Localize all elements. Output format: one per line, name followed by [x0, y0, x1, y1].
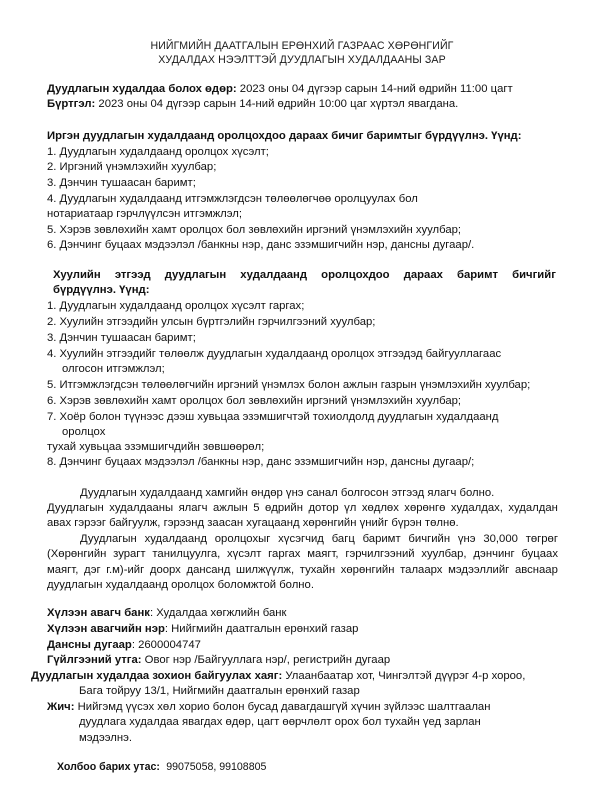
fee-paragraph-line-1: Дуудлагын худалдаанд оролцохыг хүсэгчид багц баримт бичгийн үнэ 30,000 төгрөг [80, 533, 558, 545]
citizen-item: 3. Дэнчин тушаасан баримт; [47, 177, 196, 189]
registration-value: 2023 оны 04 дүгээр сарын 14-ний өдрийн 10:00 цаг хүртэл явагдана. [95, 98, 459, 110]
legal-item-continuation: олгосон итгэмжлэл; [62, 363, 165, 375]
bank-row [47, 606, 286, 621]
note-label: Жич: [47, 701, 75, 713]
address-line-1: Улаанбаатар хот, Чингэлтэй дүүрэг 4-р хороо, [282, 670, 526, 682]
recipient-label: Хүлээн авагчийн нэр [47, 623, 165, 635]
account-value: : 2600004747 [131, 639, 201, 651]
document-title-line-1: НИЙГМИЙН ДААТГАЛЫН ЕРӨНХИЙ ГАЗРААС ХӨРӨНГИЙГ [150, 40, 454, 52]
fee-paragraph-line-4: дуудлагын худалдаанд оролцох боломжтой болно. [47, 579, 314, 591]
legal-item: 8. Дэнчинг буцаах мэдээлэл /банкны нэр, данс эзэмшигчийн нэр, дансны дугаар/; [47, 456, 475, 468]
citizen-item: 4. Дуудлагын худалдаанд итгэмжлэгдсэн төлөөлөгчөө оролцуулах бол [47, 193, 418, 205]
auction-date-row [47, 82, 513, 97]
citizen-item: 6. Дэнчинг буцаах мэдээлэл /банкны нэр, данс эзэмшигчийн нэр, дансны дугаар/. [47, 239, 475, 251]
legal-item: 2. Хуулийн этгээдийн улсын бүртгэлийн гэрчилгээний хуулбар; [47, 316, 376, 328]
bank-label: Хүлээн авагч банк [47, 607, 150, 619]
contact-row [57, 760, 266, 775]
legal-item: 4. Хуулийн этгээдийг төлөөлж дуудлагын худалдаанд оролцох этгээдэд байгууллагаас [47, 348, 502, 360]
auction-date-value: 2023 оны 04 дүгээр сарын 14-ний өдрийн 11:00 цагт [236, 83, 513, 95]
citizen-item: 2. Иргэний үнэмлэхийн хуулбар; [47, 161, 217, 173]
citizen-item-continuation: нотариатаар гэрчлүүлсэн итгэмжлэл; [47, 208, 242, 220]
recipient-row [47, 622, 358, 637]
contact-label: Холбоо барих утас: [57, 761, 160, 773]
legal-item: 1. Дуудлагын худалдаанд оролцох хүсэлт гаргах; [47, 300, 305, 312]
reference-value: Овог нэр /Байгууллага нэр/, регистрийн дугаар [141, 654, 391, 666]
note-row [47, 700, 490, 715]
bank-value: : Худалдаа хөгжлийн банк [149, 607, 287, 619]
registration-label: Бүртгэл: [47, 98, 96, 110]
legal-item-continuation: тухай хувьцаа эзэмшигчдийн зөвшөөрөл; [47, 441, 265, 453]
legal-item: 5. Итгэмжлэгдсэн төлөөлөгчийн иргэний үнэмлэх болон ажлын газрын үнэмлэхийн хуулбар; [47, 379, 531, 391]
account-row [47, 638, 201, 653]
fee-paragraph-line-2: (Хөрөнгийн зурагт танилцуулга, хүсэлт гаргах маягт, гэрчилгээний хуулбар, дэнчинг буцаах [47, 548, 558, 560]
contact-phones: 99075058, 99108805 [166, 761, 267, 773]
auction-date-label: Дуудлагын худалдаа болох өдөр: [47, 83, 237, 95]
fee-paragraph-line-3: маягт, дэг г.м)-ийг доорх дансанд шилжүүлж, тухайн хөрөнгийн талаарх мэдээллийг авснаар [47, 564, 558, 576]
winner-paragraph-line-2: Дуудлагын худалдааны ялагч ажлын 5 өдрийн дотор үл хөдлөх хөрөнгө худалдах, худалдан [47, 502, 558, 514]
recipient-value: : Нийгмийн даатгалын ерөнхий газар [164, 623, 359, 635]
legal-item: 3. Дэнчин тушаасан баримт; [47, 332, 196, 344]
legal-item: 6. Хэрэв зөвлөхийн хамт оролцох бол зөвлөхийн иргэний үнэмлэхийн хуулбар; [47, 395, 462, 407]
winner-paragraph-line-1: Дуудлагын худалдаанд хамгийн өндөр үнэ санал болгосон этгээд ялагч болно. [80, 487, 495, 499]
document-title-line-2: ХУДАЛДАХ НЭЭЛТТЭЙ ДУУДЛАГЫН ХУДАЛДААНЫ ЗАР [158, 54, 446, 66]
note-line-1: Нийгэмд үүсэх хөл хорио болон бусад давагдашгүй хүчин зүйлээс шалтгаалан [74, 701, 491, 713]
winner-paragraph-line-3: авах гэрээг байгуулж, гэрээнд заасан хугацаанд хөрөнгийн үнийг бүрэн төлнө. [47, 517, 459, 529]
legal-section-heading-line-2: бүрдүүлнэ. Үүнд: [53, 284, 150, 296]
legal-item-continuation: оролцох [62, 426, 106, 438]
note-line-3: мэдээлнэ. [79, 732, 133, 744]
account-label: Дансны дугаар [47, 639, 132, 651]
note-line-2: дуудлага худалдаа явагдах өдөр, цагт өөрчлөлт орох бол тухайн үед зарлан [79, 716, 481, 728]
legal-section-heading-line-1: Хуулийн этгээд дуудлагын худалдаанд оролцохдоо дараах баримт бичгийг [53, 269, 556, 281]
reference-row [47, 653, 390, 668]
address-line-2: Бага тойруу 13/1, Нийгмийн даатгалын ерөнхий газар [79, 685, 360, 697]
address-label: Дуудлагын худалдаа зохион байгуулах хаяг: [31, 670, 283, 682]
reference-label: Гүйлгээний утга: [47, 654, 142, 666]
citizen-section-heading: Иргэн дуудлагын худалдаанд оролцохдоо дараах бичиг баримтыг бүрдүүлнэ. Үүнд: [47, 130, 522, 142]
address-row [31, 669, 525, 684]
legal-item: 7. Хоёр болон түүнээс дээш хувьцаа эзэмшигчтэй тохиолдолд дуудлагын худалдаанд [47, 411, 499, 423]
citizen-item: 1. Дуудлагын худалдаанд оролцох хүсэлт; [47, 146, 269, 158]
citizen-item: 5. Хэрэв зөвлөхийн хамт оролцох бол зөвлөхийн иргэний үнэмлэхийн хуулбар; [47, 224, 462, 236]
registration-row [47, 97, 458, 112]
